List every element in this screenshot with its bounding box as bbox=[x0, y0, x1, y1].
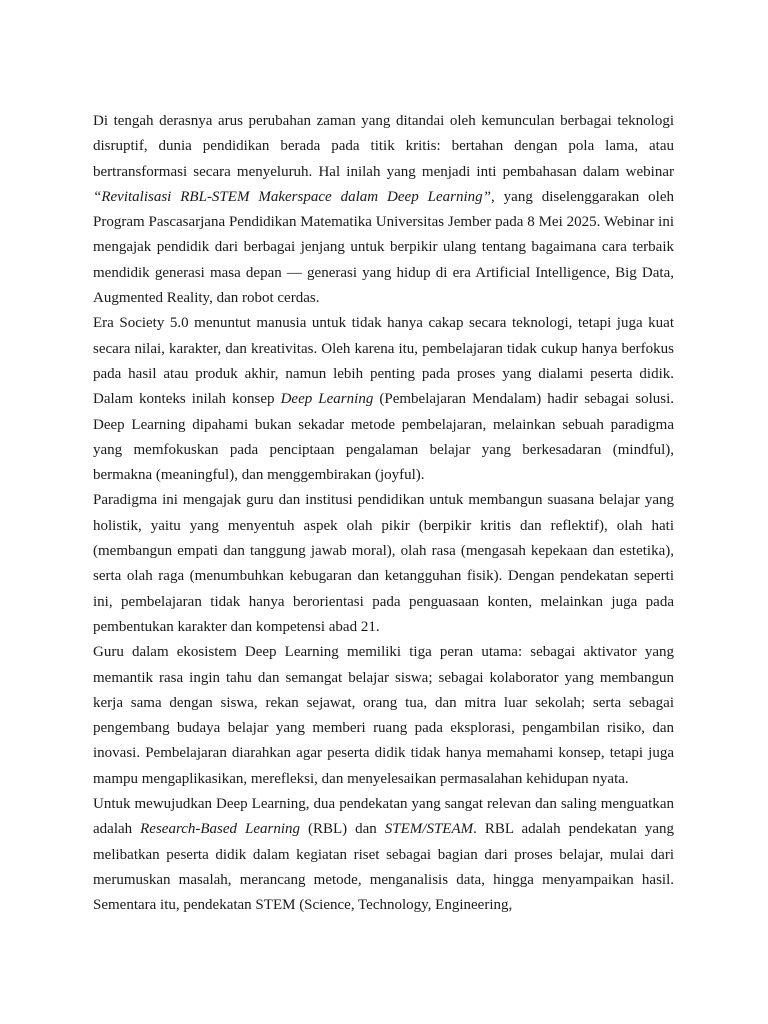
paragraph-paradigm bbox=[93, 488, 674, 640]
text-segment: (RBL) dan bbox=[300, 821, 385, 838]
term-stem-steam: STEM/STEAM bbox=[384, 821, 474, 838]
text-segment: . RBL adalah pendekatan yang melibatkan peserta didik dalam kegiatan riset sebagai bagian dari proses belajar, mulai dari merumuskan masalah, merancang metode, menganalisis data, hingga menyampaikan hasil. Sementara itu, pendekatan STEM (Science, Technology, Engineering, bbox=[93, 821, 674, 914]
text-segment: Era Society 5.0 menuntut manusia untuk tidak hanya cakap secara teknologi, tetapi juga kuat secara nilai, karakter, dan kreativitas. Oleh karena itu, pembelajaran tidak cukup hanya berfokus pada hasil atau produk akhir, namun lebih penting pada proses yang dialami peserta didik. Dalam konteks inilah konsep bbox=[93, 315, 674, 408]
paragraph-rbl-stem bbox=[93, 792, 674, 918]
text-segment: (Pembelajaran Mendalam) hadir sebagai solusi. Deep Learning dipahami bukan sekadar metode pembelajaran, melainkan sebuah paradigma yang memfokuskan pada penciptaan pengalaman belajar yang berkesadaran (mindful), bermakna (meaningful), dan menggembirakan (joyful). bbox=[93, 391, 675, 484]
paragraph-intro bbox=[93, 109, 674, 311]
text-segment: , yang diselenggarakan oleh Program Pascasarjana Pendidikan Matematika Universitas Jember pada 8 Mei 2025. Webinar ini mengajak pendidik dari berbagai jenjang untuk berpikir ulang tentang bagaimana cara terbaik mendidik generasi masa depan — generasi yang hidup di era Artificial Intelligence, Big Data, Augmented Reality, dan robot cerdas. bbox=[93, 188, 674, 307]
text-segment: Untuk mewujudkan Deep Learning, dua pendekatan yang sangat relevan dan saling menguatkan adalah bbox=[93, 796, 674, 838]
paragraph-teacher-roles bbox=[93, 640, 674, 792]
webinar-title: “Revitalisasi RBL-STEM Makerspace dalam Deep Learning” bbox=[93, 188, 491, 205]
term-research-based-learning: Research-Based Learning bbox=[140, 821, 301, 838]
paragraph-society-5 bbox=[93, 311, 674, 488]
term-deep-learning: Deep Learning bbox=[280, 391, 374, 408]
text-segment: Di tengah derasnya arus perubahan zaman yang ditandai oleh kemunculan berbagai teknologi disruptif, dunia pendidikan berada pada titik kritis: bertahan dengan pola lama, atau bertransformasi secara menyeluruh. Hal inilah yang menjadi inti pembahasan dalam webinar bbox=[93, 113, 674, 180]
text-segment: Guru dalam ekosistem Deep Learning memiliki tiga peran utama: sebagai aktivator yang memantik rasa ingin tahu dan semangat belajar siswa; sebagai kolaborator yang membangun kerja sama dengan siswa, rekan sejawat, orang tua, dan mitra luar sekolah; serta sebagai pengembang budaya belajar yang memberi ruang pada eksplorasi, pengambilan risiko, dan inovasi. Pembelajaran diarahkan agar peserta didik tidak hanya memahami konsep, tetapi juga mampu mengaplikasikan, merefleksi, dan menyelesaikan permasalahan kehidupan nyata. bbox=[93, 644, 674, 787]
text-segment: Paradigma ini mengajak guru dan institusi pendidikan untuk membangun suasana belajar yang holistik, yaitu yang menyentuh aspek olah pikir (berpikir kritis dan reflektif), olah hati (membangun empati dan tanggung jawab moral), olah rasa (mengasah kepekaan dan estetika), serta olah raga (menumbuhkan kebugaran dan ketangguhan fisik). Dengan pendekatan seperti ini, pembelajaran tidak hanya berorientasi pada penguasaan konten, melainkan juga pada pembentukan karakter dan kompetensi abad 21. bbox=[93, 492, 674, 635]
document-page bbox=[93, 109, 674, 919]
